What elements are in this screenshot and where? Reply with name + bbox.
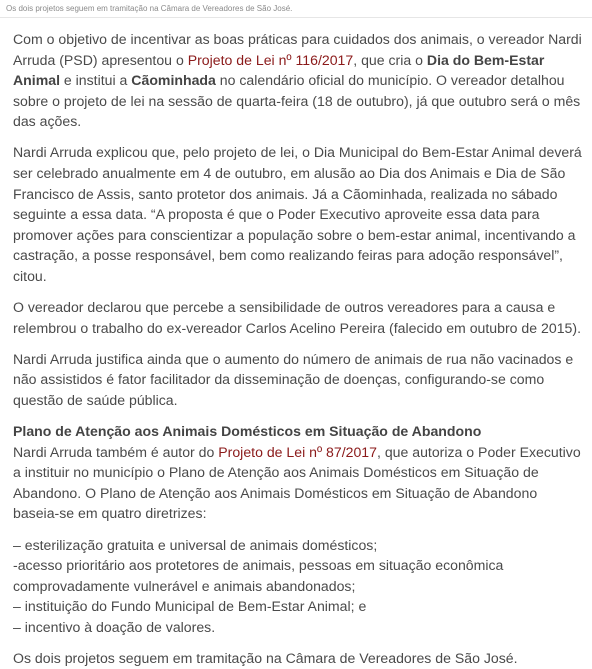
link-projeto-87-2017[interactable]: Projeto de Lei nº 87/2017 bbox=[218, 443, 377, 460]
caption-divider bbox=[0, 17, 592, 18]
list-item: – esterilização gratuita e universal de animais domésticos; bbox=[13, 536, 378, 553]
intro-text-2: , que cria o bbox=[353, 51, 427, 68]
paragraph-explanation: Nardi Arruda explicou que, pelo projeto de lei, o Dia Municipal do Bem-Estar Animal deverá ser celebrado anualmente em 4 de outubro, em alusão ao Dia dos Animais e Dia de São Francisco de Assis, santo protetor dos animais. Já a Cãominhada, realizada no sábado seguinte a essa data. “A proposta é que o Poder Executivo aproveite essa data para promover ações para conscientizar a população sobre o bem-estar animal, incentivando a castração, a posse responsável, bem como realizando feiras para adoção responsável”, citou. bbox=[13, 144, 582, 285]
article-body bbox=[13, 29, 585, 669]
paragraph-declaration: O vereador declarou que percebe a sensibilidade de outros vereadores para a causa e relembrou o trabalho do ex-vereador Carlos Acelino Pereira (falecido em outubro de 2015). bbox=[13, 299, 581, 336]
intro-text-3: e institui a bbox=[60, 72, 132, 89]
paragraph-intro bbox=[13, 29, 585, 132]
image-caption: Os dois projetos seguem em tramitação na Câmara de Vereadores de São José. bbox=[6, 4, 293, 13]
list-item: – instituição do Fundo Municipal de Bem-Estar Animal; e bbox=[13, 598, 367, 615]
list-item: -acesso prioritário aos protetores de animais, pessoas em situação econômica comprovadamente vulnerável e animais abandonados; bbox=[13, 557, 504, 594]
list-item: – incentivo à doação de valores. bbox=[13, 618, 216, 635]
section-text-2: , que autoriza o Poder Executivo a instituir no município o Plano de Atenção aos Animais Domésticos em Situação de Abandono. O Plano de Atenção aos Animais Domésticos em Situação de Abandono baseia-se em quatro diretrizes: bbox=[13, 443, 581, 522]
intro-text-1: Com o objetivo de incentivar as boas práticas para cuidados dos animais, o vereador Nardi Arruda (PSD) apresentou o bbox=[13, 31, 582, 68]
bold-dia-do-bem-estar-animal: Dia do Bem-Estar Animal bbox=[13, 51, 545, 89]
section-text-1: Nardi Arruda também é autor do bbox=[13, 443, 219, 460]
section-heading: Plano de Atenção aos Animais Domésticos em Situação de Abandono bbox=[13, 423, 482, 440]
paragraph-closing: Os dois projetos seguem em tramitação na Câmara de Vereadores de São José. bbox=[13, 650, 518, 667]
guidelines-list bbox=[13, 535, 585, 638]
intro-text-4: no calendário oficial do município. O vereador detalhou sobre o projeto de lei na sessão de quarta-feira (18 de outubro), já que outubro será o mês das ações. bbox=[13, 72, 581, 130]
paragraph-section bbox=[13, 421, 585, 524]
bold-caominhada: Cãominhada bbox=[131, 72, 216, 89]
link-projeto-116-2017[interactable]: Projeto de Lei nº 116/2017 bbox=[187, 51, 354, 68]
paragraph-justification: Nardi Arruda justifica ainda que o aumento do número de animais de rua não vacinados e não assistidos é fator facilitador da disseminação de doenças, configurando-se como questão de saúde pública. bbox=[13, 350, 574, 408]
